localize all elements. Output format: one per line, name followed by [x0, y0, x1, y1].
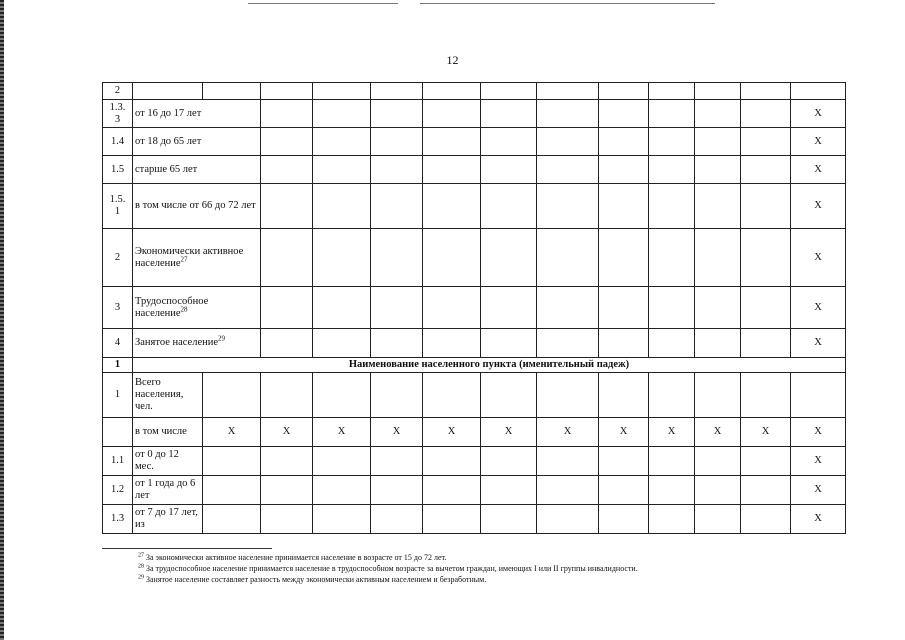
empty-cell — [741, 229, 791, 287]
row-number: 2 — [103, 83, 133, 100]
empty-cell — [481, 287, 537, 329]
empty-cell — [371, 447, 423, 476]
empty-cell — [261, 476, 313, 505]
table-row — [103, 184, 846, 229]
row-number: 1.5. 1 — [103, 184, 133, 229]
empty-cell — [313, 83, 371, 100]
footnote — [138, 574, 838, 585]
empty-cell — [537, 373, 599, 418]
empty-cell — [599, 128, 649, 156]
empty-cell — [261, 329, 313, 358]
row-label-text: Экономически активное население — [135, 245, 244, 269]
empty-cell — [313, 476, 371, 505]
footnote-number: 29 — [138, 574, 144, 581]
empty-cell — [695, 476, 741, 505]
scan-left-edge — [0, 0, 4, 640]
empty-cell — [423, 373, 481, 418]
footnote — [138, 563, 838, 574]
empty-cell — [261, 373, 313, 418]
empty-cell — [371, 184, 423, 229]
empty-cell — [371, 373, 423, 418]
empty-cell — [537, 447, 599, 476]
row-label-text: от 18 до 65 лет — [135, 135, 202, 147]
section-title: Наименование населенного пункта (именительный падеж) — [133, 358, 846, 373]
footnote-text: За экономически активное население принимается население в возрасте от 15 до 72 лет. — [146, 553, 447, 562]
footnote-ref: 29 — [218, 334, 226, 343]
top-rule-left — [248, 3, 398, 4]
empty-cell — [103, 418, 133, 447]
row-label-text: от 1 года до 6 лет — [135, 478, 196, 501]
empty-cell — [371, 476, 423, 505]
row-label — [133, 156, 261, 184]
x-mark-cell: X — [791, 329, 846, 358]
empty-cell — [537, 184, 599, 229]
empty-cell — [371, 128, 423, 156]
empty-cell — [741, 184, 791, 229]
empty-cell — [133, 83, 203, 100]
empty-cell — [599, 83, 649, 100]
empty-cell — [537, 329, 599, 358]
row-number: 1 — [103, 373, 133, 418]
table-row — [103, 128, 846, 156]
x-mark-cell: X — [371, 418, 423, 447]
page-number: 12 — [446, 53, 459, 67]
x-mark-cell: X — [481, 418, 537, 447]
empty-cell — [261, 287, 313, 329]
empty-cell — [695, 329, 741, 358]
table-row — [103, 229, 846, 287]
empty-cell — [261, 447, 313, 476]
x-mark-cell: X — [741, 418, 791, 447]
population-table — [102, 82, 846, 534]
empty-cell — [649, 287, 695, 329]
empty-cell — [537, 156, 599, 184]
x-mark-cell: X — [791, 184, 846, 229]
empty-cell — [481, 100, 537, 128]
empty-cell — [649, 373, 695, 418]
empty-cell — [261, 128, 313, 156]
empty-cell — [695, 83, 741, 100]
empty-cell — [423, 229, 481, 287]
x-mark-cell: X — [791, 418, 846, 447]
empty-cell — [537, 100, 599, 128]
row-label-text: от 0 до 12 мес. — [135, 449, 179, 472]
footnote-ref: 27 — [180, 255, 188, 263]
row-number: 4 — [103, 329, 133, 358]
empty-cell — [649, 128, 695, 156]
table-row — [103, 287, 846, 329]
x-mark-cell: X — [599, 418, 649, 447]
row-label — [133, 229, 261, 287]
empty-cell — [695, 447, 741, 476]
x-mark-cell: X — [791, 287, 846, 329]
empty-cell — [371, 229, 423, 287]
empty-cell — [741, 83, 791, 100]
x-mark-cell: X — [203, 418, 261, 447]
empty-cell — [313, 287, 371, 329]
empty-cell — [649, 156, 695, 184]
empty-cell — [313, 329, 371, 358]
empty-cell — [599, 329, 649, 358]
empty-cell — [537, 229, 599, 287]
empty-cell — [423, 128, 481, 156]
empty-cell — [649, 100, 695, 128]
empty-cell — [313, 229, 371, 287]
row-label — [133, 505, 203, 534]
empty-cell — [695, 184, 741, 229]
table-row — [103, 373, 846, 418]
empty-cell — [537, 476, 599, 505]
empty-cell — [791, 83, 846, 100]
empty-cell — [481, 373, 537, 418]
row-label — [133, 329, 261, 358]
table-row — [103, 329, 846, 358]
row-number: 1.4 — [103, 128, 133, 156]
empty-cell — [599, 184, 649, 229]
empty-cell — [371, 287, 423, 329]
empty-cell — [741, 100, 791, 128]
empty-cell — [371, 156, 423, 184]
empty-cell — [741, 128, 791, 156]
empty-cell — [261, 229, 313, 287]
empty-cell — [423, 476, 481, 505]
empty-cell — [203, 373, 261, 418]
empty-cell — [537, 128, 599, 156]
empty-cell — [649, 505, 695, 534]
table-row — [103, 447, 846, 476]
footnotes — [138, 552, 838, 585]
row-label — [133, 184, 261, 229]
empty-cell — [649, 184, 695, 229]
empty-cell — [481, 184, 537, 229]
x-mark-cell: X — [791, 128, 846, 156]
row-label-text: Всего населения, чел. — [135, 377, 184, 412]
row-number: 1.5 — [103, 156, 133, 184]
empty-cell — [599, 373, 649, 418]
x-mark-cell: X — [537, 418, 599, 447]
empty-cell — [695, 505, 741, 534]
empty-cell — [481, 329, 537, 358]
empty-cell — [313, 184, 371, 229]
footnote-number: 28 — [138, 563, 144, 570]
empty-cell — [537, 505, 599, 534]
x-mark-cell: X — [791, 505, 846, 534]
empty-cell — [313, 505, 371, 534]
x-mark-cell: X — [791, 476, 846, 505]
empty-cell — [313, 156, 371, 184]
footnote — [138, 552, 838, 563]
empty-cell — [261, 100, 313, 128]
row-number: 1.3 — [103, 505, 133, 534]
empty-cell — [741, 505, 791, 534]
empty-cell — [481, 229, 537, 287]
empty-cell — [741, 156, 791, 184]
empty-cell — [481, 476, 537, 505]
empty-cell — [423, 184, 481, 229]
x-mark-cell: X — [423, 418, 481, 447]
empty-cell — [741, 373, 791, 418]
empty-cell — [261, 83, 313, 100]
row-label — [133, 418, 203, 447]
empty-cell — [371, 83, 423, 100]
empty-cell — [695, 156, 741, 184]
table-row — [103, 100, 846, 128]
empty-cell — [599, 447, 649, 476]
row-number: 1.2 — [103, 476, 133, 505]
footnote-number: 27 — [138, 552, 144, 559]
footnote-text: За трудоспособное население принимается население в трудоспособном возрасте за вычетом граждан, имеющих I или II группы инвалидности. — [146, 564, 638, 573]
row-label — [133, 100, 261, 128]
empty-cell — [741, 476, 791, 505]
row-label-text: в том числе — [135, 426, 187, 437]
row-label — [133, 373, 203, 418]
section-number: 1 — [103, 358, 133, 373]
empty-cell — [203, 447, 261, 476]
table-row — [103, 83, 846, 100]
empty-cell — [599, 229, 649, 287]
table-row — [103, 156, 846, 184]
empty-cell — [481, 447, 537, 476]
footnote-text: Занятое население составляет разность между экономически активным населением и безработным. — [146, 575, 487, 584]
x-mark-cell: X — [313, 418, 371, 447]
empty-cell — [791, 373, 846, 418]
empty-cell — [203, 476, 261, 505]
empty-cell — [261, 156, 313, 184]
empty-cell — [649, 229, 695, 287]
empty-cell — [371, 100, 423, 128]
row-label — [133, 128, 261, 156]
x-mark-cell: X — [695, 418, 741, 447]
x-mark-cell: X — [791, 100, 846, 128]
empty-cell — [599, 476, 649, 505]
row-label-text: старше 65 лет — [135, 163, 198, 175]
empty-cell — [649, 447, 695, 476]
footnote-ref: 28 — [180, 305, 188, 313]
empty-cell — [537, 287, 599, 329]
empty-cell — [649, 329, 695, 358]
empty-cell — [481, 156, 537, 184]
empty-cell — [695, 100, 741, 128]
empty-cell — [649, 476, 695, 505]
empty-cell — [423, 505, 481, 534]
empty-cell — [695, 229, 741, 287]
empty-cell — [423, 83, 481, 100]
row-label — [133, 287, 261, 329]
empty-cell — [203, 505, 261, 534]
table-row — [103, 505, 846, 534]
empty-cell — [261, 184, 313, 229]
empty-cell — [599, 505, 649, 534]
empty-cell — [423, 156, 481, 184]
x-mark-cell: X — [261, 418, 313, 447]
empty-cell — [741, 329, 791, 358]
row-number: 1.3. 3 — [103, 100, 133, 128]
empty-cell — [423, 100, 481, 128]
x-mark-cell: X — [791, 156, 846, 184]
row-label — [133, 447, 203, 476]
empty-cell — [599, 287, 649, 329]
empty-cell — [741, 287, 791, 329]
footnote-rule — [102, 548, 272, 549]
section-row — [103, 358, 846, 373]
row-label-text: в том числе от 66 до 72 лет — [135, 200, 256, 211]
row-number: 1.1 — [103, 447, 133, 476]
top-rule-right — [420, 3, 715, 4]
empty-cell — [481, 128, 537, 156]
empty-cell — [203, 83, 261, 100]
table-row — [103, 476, 846, 505]
empty-cell — [313, 447, 371, 476]
empty-cell — [695, 373, 741, 418]
row-number: 3 — [103, 287, 133, 329]
empty-cell — [313, 373, 371, 418]
empty-cell — [371, 329, 423, 358]
empty-cell — [313, 128, 371, 156]
empty-cell — [481, 505, 537, 534]
empty-cell — [423, 447, 481, 476]
table-row — [103, 418, 846, 447]
empty-cell — [741, 447, 791, 476]
row-number: 2 — [103, 229, 133, 287]
empty-cell — [649, 83, 695, 100]
row-label — [133, 476, 203, 505]
empty-cell — [599, 156, 649, 184]
x-mark-cell: X — [791, 229, 846, 287]
empty-cell — [599, 100, 649, 128]
empty-cell — [481, 83, 537, 100]
x-mark-cell: X — [791, 447, 846, 476]
table-body — [103, 83, 846, 534]
row-label-text: Трудоспособное население — [135, 295, 209, 319]
row-label-text: от 16 до 17 лет — [135, 107, 202, 119]
empty-cell — [423, 287, 481, 329]
empty-cell — [537, 83, 599, 100]
empty-cell — [695, 287, 741, 329]
x-mark-cell: X — [649, 418, 695, 447]
empty-cell — [371, 505, 423, 534]
row-label-text: Занятое население — [135, 337, 219, 348]
empty-cell — [313, 100, 371, 128]
empty-cell — [695, 128, 741, 156]
empty-cell — [261, 505, 313, 534]
row-label-text: от 7 до 17 лет, из — [135, 507, 198, 530]
empty-cell — [423, 329, 481, 358]
